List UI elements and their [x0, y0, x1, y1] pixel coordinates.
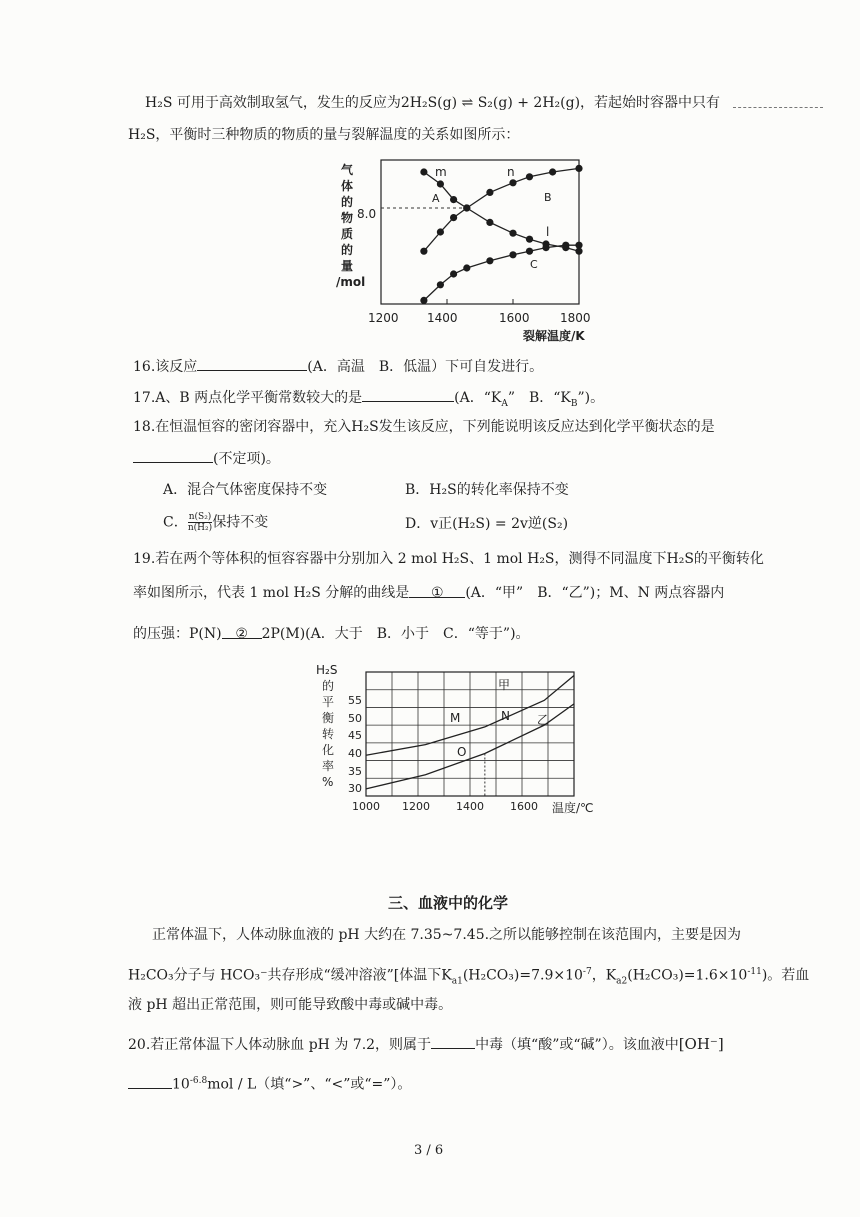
chart1-xlabel: 裂解温度/K — [523, 329, 585, 343]
section3-paragraph-1: 正常体温下，人体动脉血液的 pH 大约在 7.35~7.45.之所以能够控制在该范围内，主要是因为 — [152, 927, 742, 943]
option-label: C． — [163, 514, 188, 531]
series-n-point — [549, 168, 556, 175]
chart1-ylabel-char: 的 — [341, 243, 354, 257]
point-label-B: B — [544, 191, 552, 204]
fraction — [188, 512, 213, 533]
question-text: 若在两个等体积的恒容容器中分别加入 2 mol H₂S、1 mol H₂S，测得不同温度下H₂S的平衡转化 — [155, 551, 764, 567]
question-18-line-2 — [133, 448, 280, 469]
text: )。若血 — [761, 967, 810, 984]
point-label-O: O — [457, 745, 467, 759]
ka2: K — [605, 967, 617, 984]
chart2-ylabel-char: 平 — [322, 695, 335, 709]
option-a: (A．“K — [454, 390, 502, 406]
option-d: D．v正(H₂S) = 2v逆(S₂) — [405, 516, 569, 532]
answer-blank[interactable] — [197, 356, 307, 371]
chart1-ytick: 8.0 — [357, 207, 377, 221]
ka2-value: (H₂CO₃)=1.6×10 — [627, 967, 748, 984]
series-n-point — [509, 179, 516, 186]
answer-blank[interactable] — [431, 1034, 475, 1049]
chart2-ytick: 45 — [348, 729, 362, 742]
series-l-point — [562, 242, 569, 249]
chart2-ylabel-char: 的 — [322, 679, 335, 693]
question-19 — [133, 549, 764, 569]
question-number: 17. — [133, 390, 156, 406]
series-m-point — [420, 168, 427, 175]
option-a: A．混合气体密度保持不变 — [163, 482, 328, 498]
text: H₂CO₃分子与 HCO₃⁻共存形成“缓冲溶液”[体温下 — [128, 967, 442, 984]
question-19-line-3 — [133, 624, 530, 644]
curve-label-n: n — [507, 165, 515, 179]
series-n-point — [437, 228, 444, 235]
option-b: ” B．“K — [507, 390, 571, 406]
chart2-ylabel-char: % — [322, 775, 334, 789]
series-m-line — [424, 172, 579, 251]
chart1-xtick: 1400 — [427, 311, 458, 325]
question-text: 中毒（填“酸”或“碱”）。该血液中 — [475, 1037, 679, 1053]
answer-blank-2[interactable]: ② — [222, 624, 262, 639]
question-text: 率如图所示，代表 1 mol H₂S 分解的曲线是 — [133, 585, 410, 601]
series-n-point — [420, 248, 427, 255]
fraction-numerator: n(S₂) — [188, 512, 212, 522]
subscript: A — [501, 398, 508, 409]
chart2-ylabel-char: 衡 — [322, 711, 335, 725]
question-text: ”)。 — [577, 390, 605, 406]
question-text: 若正常体温下人体动脉血 pH 为 7.2，则属于 — [150, 1037, 432, 1053]
question-number: 18. — [133, 419, 156, 435]
answer-blank-1[interactable]: ① — [409, 583, 465, 598]
series-label-yi: 乙 — [537, 713, 550, 727]
answer-blank[interactable] — [362, 387, 454, 402]
series-m-point — [509, 230, 516, 237]
chart1-xtick: 1200 — [368, 311, 399, 325]
series-l-point — [450, 270, 457, 277]
chart2-ylabel-top: H₂S — [316, 663, 338, 677]
question-20 — [128, 1034, 724, 1055]
series-n-point — [575, 165, 582, 172]
chart2-xlabel: 温度/℃ — [552, 801, 594, 815]
section3-paragraph-2: H₂CO₃分子与 HCO₃⁻共存形成“缓冲溶液”[体温下$K_{a1}(H_2CO_3)=7.9\times 10^{-7}$，$K_{a2}(H_2CO_3)=1.6\times 10^{-11}$)。若血 — [128, 967, 810, 987]
series-m-point — [486, 219, 493, 226]
chart1-ylabel — [336, 162, 365, 289]
question-number: 16. — [133, 359, 156, 375]
chart1-xtick: 1600 — [499, 311, 530, 325]
question-text: A、B 两点化学平衡常数较大的是 — [155, 390, 363, 406]
fraction-denominator: n(H₂) — [187, 523, 213, 533]
series-n-point — [463, 204, 470, 211]
intro-line-2: H₂S，平衡时三种物质的物质的量与裂解温度的关系如图所示： — [128, 127, 520, 143]
chart2-xtick: 1400 — [456, 800, 484, 813]
series-l-line — [424, 245, 579, 300]
ka1: K — [441, 967, 452, 984]
question-text: 2P(M)(A．大于 B．小于 C．“等于”)。 — [261, 626, 530, 642]
exponent: -7 — [582, 967, 592, 977]
chart1-ylabel-char: 气 — [341, 163, 354, 177]
question-16 — [133, 356, 543, 377]
answer-blank[interactable] — [133, 448, 213, 463]
chart2-ylabel-char: 率 — [322, 759, 335, 773]
question-text: (不定项)。 — [213, 451, 280, 467]
value: 10 — [172, 1076, 190, 1093]
page-number: 3 / 6 — [414, 1143, 444, 1158]
series-l-point — [437, 281, 444, 288]
series-l-point — [420, 297, 427, 304]
question-text: 的压强：P(N) — [133, 626, 222, 642]
series-l-point — [542, 244, 549, 251]
series-n-point — [526, 173, 533, 180]
chart2-ytick: 30 — [348, 782, 362, 795]
chart1-ylabel-unit: /mol — [336, 275, 366, 289]
chart2-xtick: 1200 — [402, 800, 430, 813]
conversion-rate-chart — [312, 660, 608, 820]
curve-label-m: m — [435, 165, 447, 179]
point-label-N: N — [501, 709, 510, 723]
series-label-jia: 甲 — [498, 678, 511, 692]
section-title: 三、血液中的化学 — [388, 894, 509, 912]
point-label-C: C — [530, 258, 538, 271]
question-19-line-2 — [133, 583, 724, 603]
chart1-ylabel-char: 量 — [341, 259, 354, 273]
question-number: 19. — [133, 551, 156, 567]
unit: mol / L — [207, 1076, 257, 1093]
point-label-A: A — [432, 192, 440, 205]
exponent: -6.8 — [189, 1076, 208, 1086]
series-n-point — [486, 189, 493, 196]
chart1-ylabel-char: 体 — [341, 179, 354, 193]
chart2-xtick: 1600 — [510, 800, 538, 813]
chart2-ylabel-char: 转 — [322, 727, 335, 741]
curve-label-l: l — [546, 225, 550, 239]
series-l-point — [463, 264, 470, 271]
chart2-ytick: 50 — [348, 712, 362, 725]
chart2-ytick: 40 — [348, 747, 362, 760]
series-l-point — [526, 248, 533, 255]
series-n-line — [424, 168, 579, 251]
subscript: a2 — [616, 976, 628, 987]
question-text: (A．高温 B．低温）下可自发进行。 — [307, 359, 544, 375]
question-text: (A．“甲” B．“乙”)；M、N 两点容器内 — [465, 585, 725, 601]
subscript: a1 — [451, 976, 463, 987]
equilibrium-amount-chart — [325, 150, 615, 350]
series-l-point — [486, 257, 493, 264]
subscript: B — [570, 398, 578, 409]
chart2-ylabel — [316, 663, 337, 789]
chart2-xtick: 1000 — [352, 800, 380, 813]
scan-mark — [733, 107, 823, 108]
series-l-point — [509, 251, 516, 258]
option-c — [163, 512, 268, 533]
series-n-point — [450, 214, 457, 221]
hydroxide-concentration: [OH⁻] — [678, 1035, 724, 1053]
question-17 — [133, 387, 604, 414]
series-m-point — [450, 196, 457, 203]
series-l-point — [575, 242, 582, 249]
question-18 — [133, 417, 715, 437]
chart2-ytick: 55 — [348, 694, 362, 707]
question-20-line-2 — [128, 1071, 411, 1095]
intro-line-1: H₂S 可用于高效制取氢气，发生的反应为2H₂S(g) ⇌ S₂(g) + 2H₂(g)，若起始时容器中只有 — [145, 95, 721, 111]
chart1-ylabel-char: 物 — [341, 211, 354, 225]
point-label-M: M — [450, 711, 461, 725]
chart1-ylabel-char: 的 — [341, 195, 354, 209]
series-m-point — [526, 236, 533, 243]
ka1-value: (H₂CO₃)=7.9×10 — [462, 967, 583, 984]
chart2-ytick: 35 — [348, 765, 362, 778]
question-number: 20. — [128, 1037, 151, 1053]
option-text: 保持不变 — [212, 514, 269, 531]
series-m-point — [437, 180, 444, 187]
chart2-ylabel-char: 化 — [322, 743, 335, 757]
question-text: （填“>”、“<”或“=”）。 — [256, 1076, 412, 1093]
question-text: 在恒温恒容的密闭容器中，充入H₂S发生该反应，下列能说明该反应达到化学平衡状态的是 — [155, 419, 715, 435]
chart1-ylabel-char: 质 — [341, 227, 354, 241]
option-b: B．H₂S的转化率保持不变 — [405, 482, 569, 498]
exponent: -11 — [747, 967, 762, 977]
question-text: 该反应 — [155, 359, 198, 375]
chart1-xtick: 1800 — [560, 311, 591, 325]
section3-paragraph-3: 液 pH 超出正常范围，则可能导致酸中毒或碱中毒。 — [128, 997, 453, 1013]
answer-blank[interactable] — [128, 1074, 172, 1089]
